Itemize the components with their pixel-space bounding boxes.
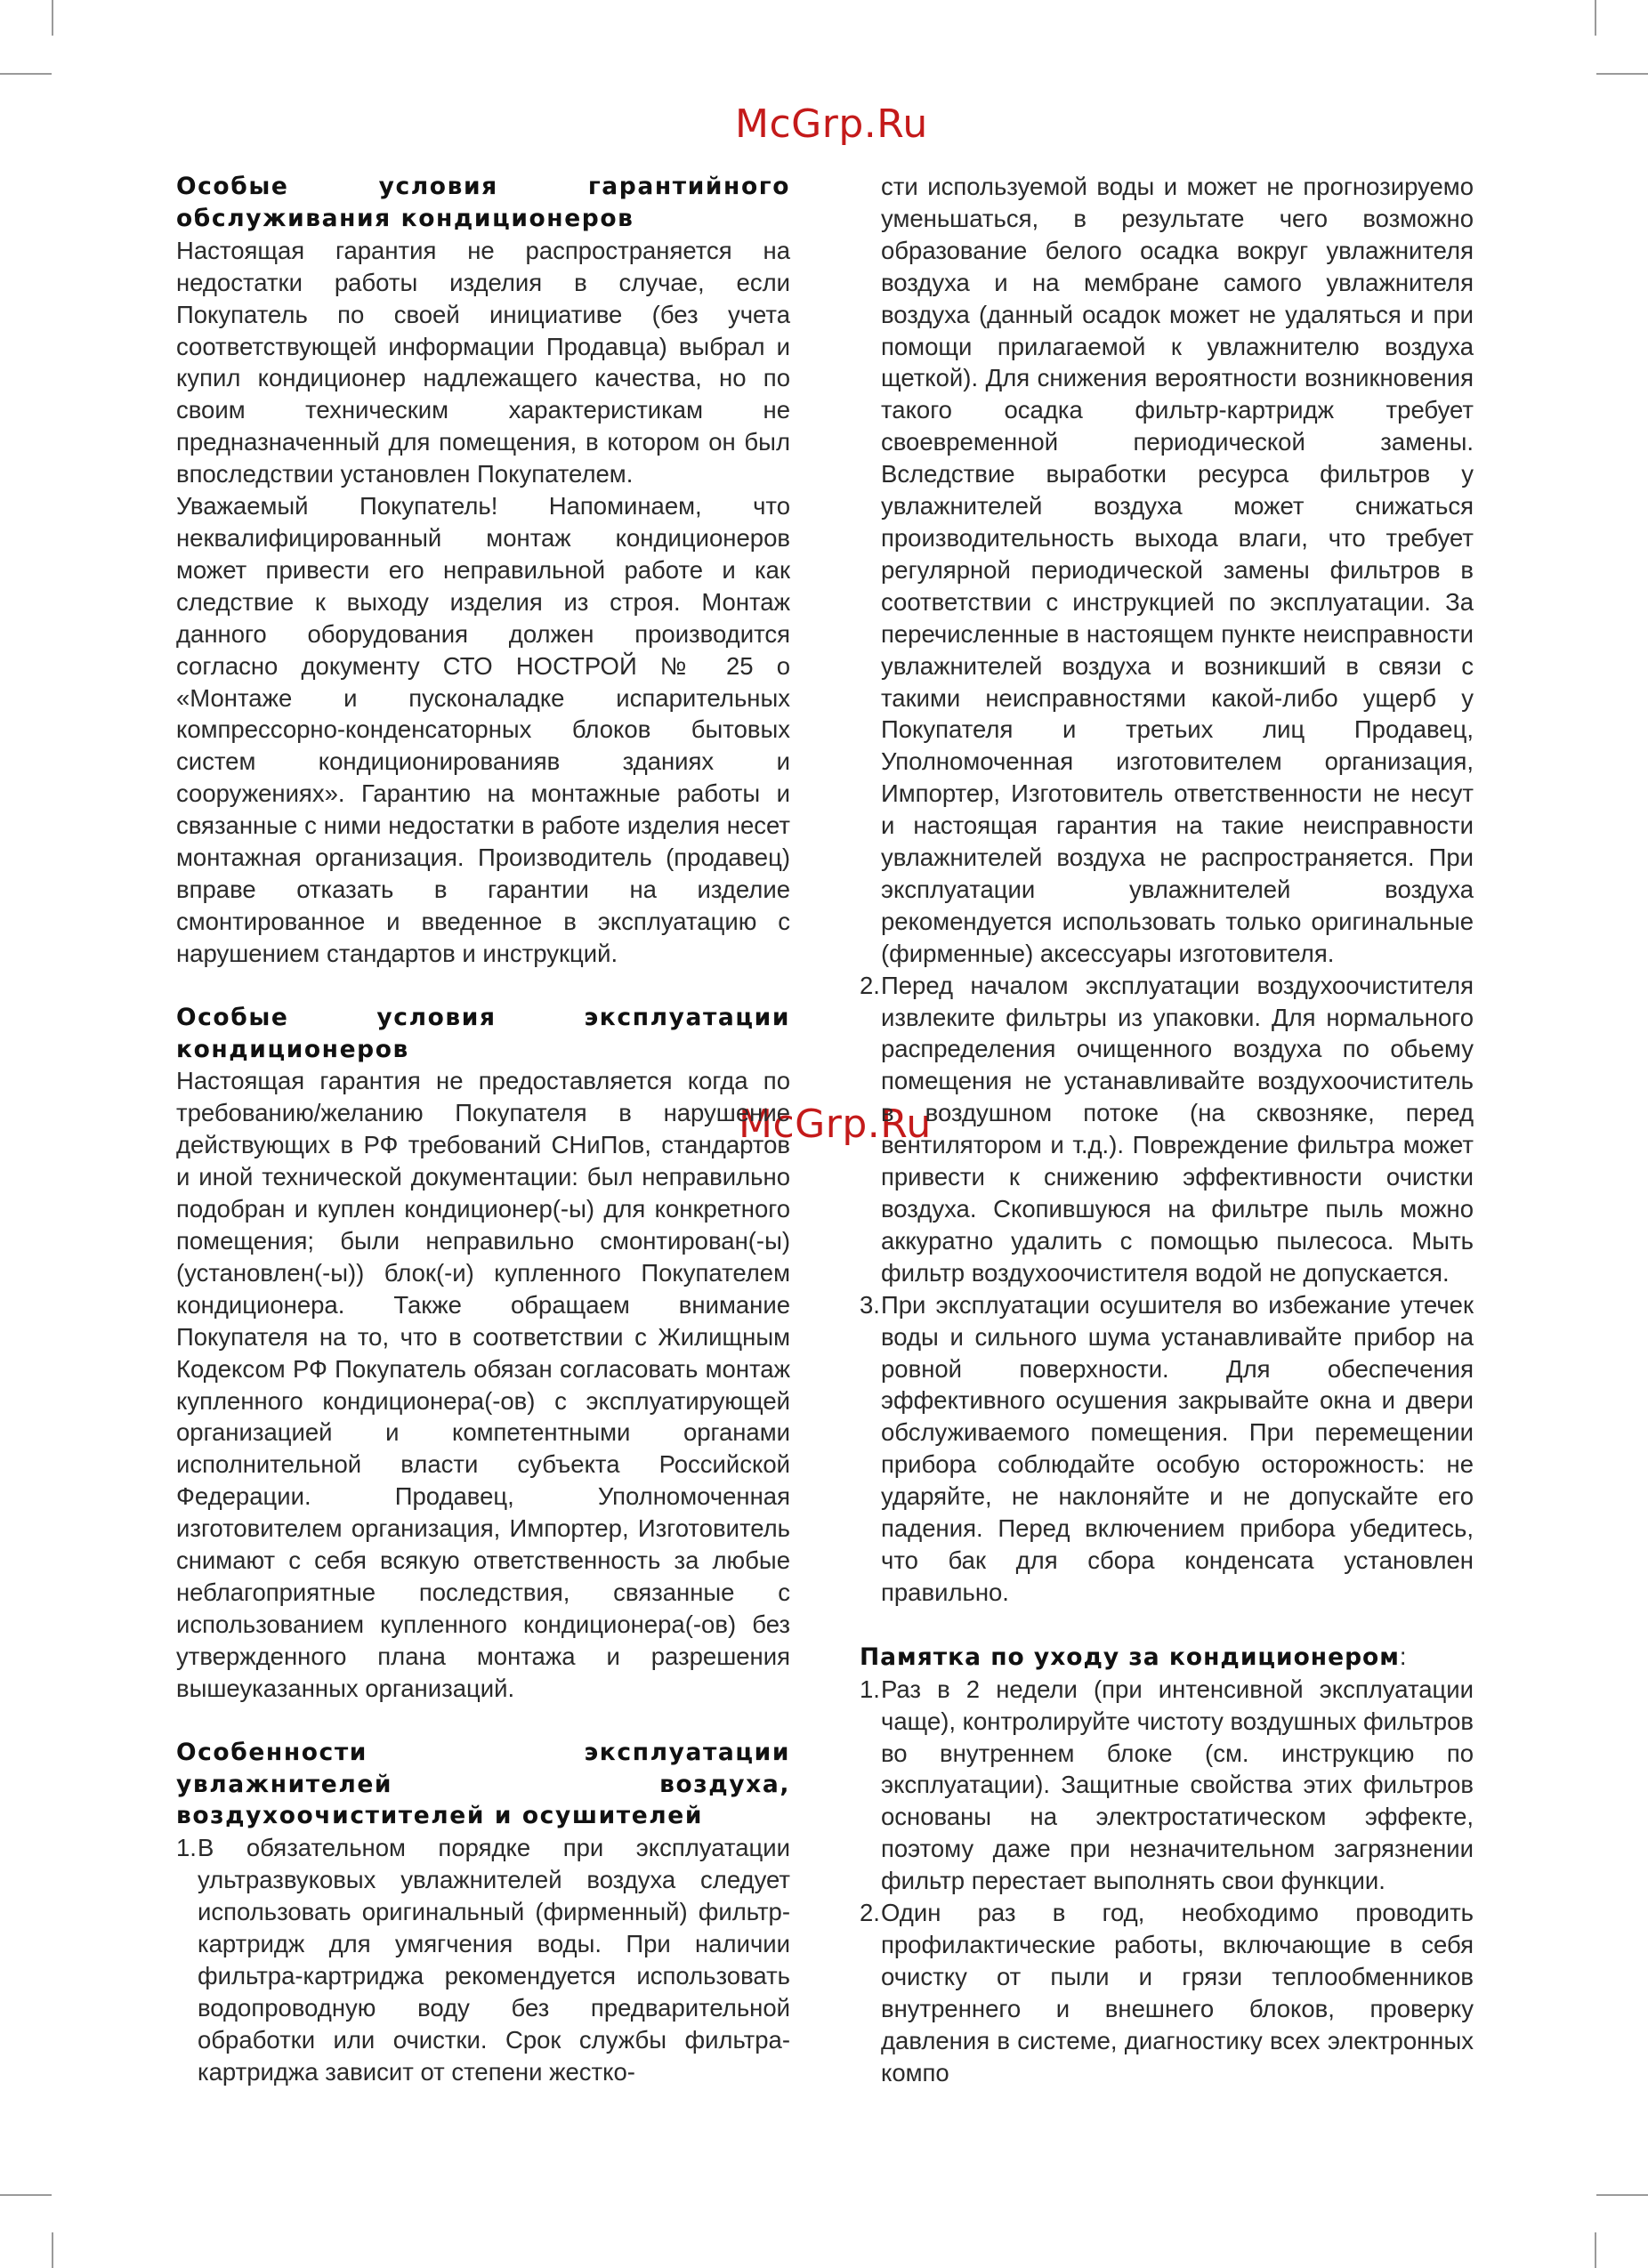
memo-heading-line [860,1641,1474,1674]
crop-mark [1596,73,1648,75]
section-heading-humidifiers: Особенности эксплуатации увлажнителей воздуха, воздухоочистителей и осушителей [176,1738,790,1830]
section-heading-operation-conditions: Особые условия эксплуатации кондиционеров [176,1003,790,1063]
section-heading-warranty-service: Особые условия гарантийного обслуживания кондиционеров [176,173,790,232]
crop-mark [52,0,53,36]
paragraph: Уважаемый Покупатель! Напоминаем, что неквалифицированный монтаж кондиционеров может привести его неправильной работе и как следствие к выходу изделия из строя. Монтаж данного оборудования должен производится согласно документу СТО НОСТРОЙ № 25 о «Монтаже и пусконаладке испарительных компрессорно-конденсаторных блоков бытовых систем кондиционированияв зданиях и сооружениях». Гарантию на монтажные работы и связанные с ними недостатки в работе изделия несет монтажная организация. Производитель (продавец) вправе отказать в гарантии на изделие смонтированное и введенное в эксплуатацию с нарушением стандартов и инструкций. [176,492,790,967]
list-number: 3. [860,1290,880,1319]
list-item-text: При эксплуатации осушителя во избежание утечек воды и сильного шума устанавливайте прибор на ровной поверхности. Для обеспечения эффективного осушения закрывайте окна и двери обслуживаемого помещения. При перемещении прибора соблюдайте особую осторожность: не ударяйте, не наклоняйте и не допускайте его падения. Перед включением прибора убедитесь, что бак для сбора конденсата установлен правильно. [881,1290,1474,1606]
list-item [860,970,1474,1289]
list-item [860,1289,1474,1609]
list-item-text: В обязательном порядке при эксплуатации ультразвуковых увлажнителей воздуха следует использовать оригинальный (фирменный) фильтр-картридж для умягчения воды. При наличии фильтра-картриджа рекомендуется использовать водопроводную воду без предварительной обработки или очистки. Срок службы фильтра-картриджа зависит от степени жестко- [198,1834,790,2086]
watermark: McGrp.Ru [739,1102,932,1147]
left-column [176,171,790,2088]
list-number: 2. [860,971,880,999]
list-item-text: Один раз в год, необходимо проводить профилактические работы, включающие в себя очистку от пыли и грязи теплообменников внутреннего и внешнего блоков, проверку давления в системе, диагностику всех электронных компо [881,1899,1474,2086]
crop-mark [1596,2194,1648,2196]
list-item-text: Перед началом эксплуатации воздухоочистителя извлеките фильтры из упаковки. Для нормального распределения очищенного воздуха по обьему помещения не устанавливайте воздухоочиститель в воздушном потоке (на сквозняке, перед вентилятором и т.д.). Повреждение фильтра может привести к снижению эффективности очистки воздуха. Скопившуюся на фильтре пыль можно аккуратно удалить с помощью пылесоса. Мыть фильтр воздухоочистителя водой не допускается. [881,971,1474,1287]
list-number: 1. [860,1675,880,1703]
crop-mark [0,73,52,75]
list-item [860,1674,1474,1897]
memo-heading: Памятка по уходу за кондиционером [860,1642,1400,1671]
list-number: 1. [176,1834,197,1862]
list-item-text: Раз в 2 недели (при интенсивной эксплуатации чаще), контролируйте чистоту воздушных фильтров во внутреннем блоке (см. инструкцию по эксплуатации). Защитные свойства этих фильтров основаны на электростатическом эффекте, поэтому даже при незначительном загрязнении фильтр перестает выполнять свои функции. [881,1675,1474,1895]
paragraph: Настоящая гарантия не предоставляется когда по требованию/желанию Покупателя в нарушение действующих в РФ требований СНиПов, стандартов и иной технической документации: был неправильно подобран и куплен кондиционер(-ы) для конкретного помещения; были неправильно смонтирован(-ы) (установлен(-ы)) блок(-и) купленного Покупателем кондиционера. Также обращаем внимание Покупателя на то, что в соответствии с Жилищным Кодексом РФ Покупатель обязан согласовать монтаж купленного кондиционера(-ов) с эксплуатирующей организацией и компетентными органами исполнительной власти субъекта Российской Федерации. Продавец, Уполномоченная изготовителем организация, Импортер, Изготовитель снимают с себя всякую ответственность за любые неблагоприятные последствия, связанные с использованием купленного кондиционера(-ов) без утвержденного плана монтажа и разрешения вышеуказанных организаций. [176,1067,790,1702]
right-column [860,171,1474,2088]
watermark: McGrp.Ru [735,101,928,147]
numbered-list [860,970,1474,1609]
crop-mark [0,2194,52,2196]
crop-mark [1595,0,1596,36]
numbered-list [176,1832,790,2087]
crop-mark [1595,2232,1596,2268]
paragraph: Настоящая гарантия не распространяется на недостатки работы изделия в случае, если Покупатель по своей инициативе (без учета соответствующей информации Продавца) выбрал и купил кондиционер надлежащего качества, но по своим техническим характеристикам не предназначенный для помещения, в котором он был впоследствии установлен Покупателем. [176,236,790,488]
memo-heading-colon: : [1399,1642,1407,1670]
numbered-list [860,1674,1474,2089]
crop-mark [52,2232,53,2268]
list-item [860,1897,1474,2088]
list-item [176,1832,790,2087]
list-number: 2. [860,1899,880,1927]
list-item-continuation: сти используемой воды и может не прогнозируемо уменьшаться, в результате чего возможно образование белого осадка вокруг увлажнителя воздуха и на мембране самого увлажнителя воздуха (данный осадок может не удаляться и при помощи прилагаемой к увлажнителю воздуха щеткой). Для снижения вероятности возникновения такого осадка фильтр-картридж требует своевременной периодической замены. Вследствие выработки ресурса фильтров у увлажнителей воздуха может снижаться производительность выхода влаги, что требует регулярной периодической замены фильтров в соответствии с инструкцией по эксплуатации. За перечисленные в настоящем пункте неисправности увлажнителей воздуха и возникший в связи с такими неисправностями какой-либо ущерб у Покупателя и третьих лиц Продавец, Уполномоченная изготовителем организация, Импортер, Изготовитель ответственности не несут и настоящая гарантия на такие неисправности увлажнителей воздуха не распространяется. При эксплуатации увлажнителей воздуха рекомендуется использовать только оригинальные (фирменные) аксессуары изготовителя. [881,173,1474,967]
